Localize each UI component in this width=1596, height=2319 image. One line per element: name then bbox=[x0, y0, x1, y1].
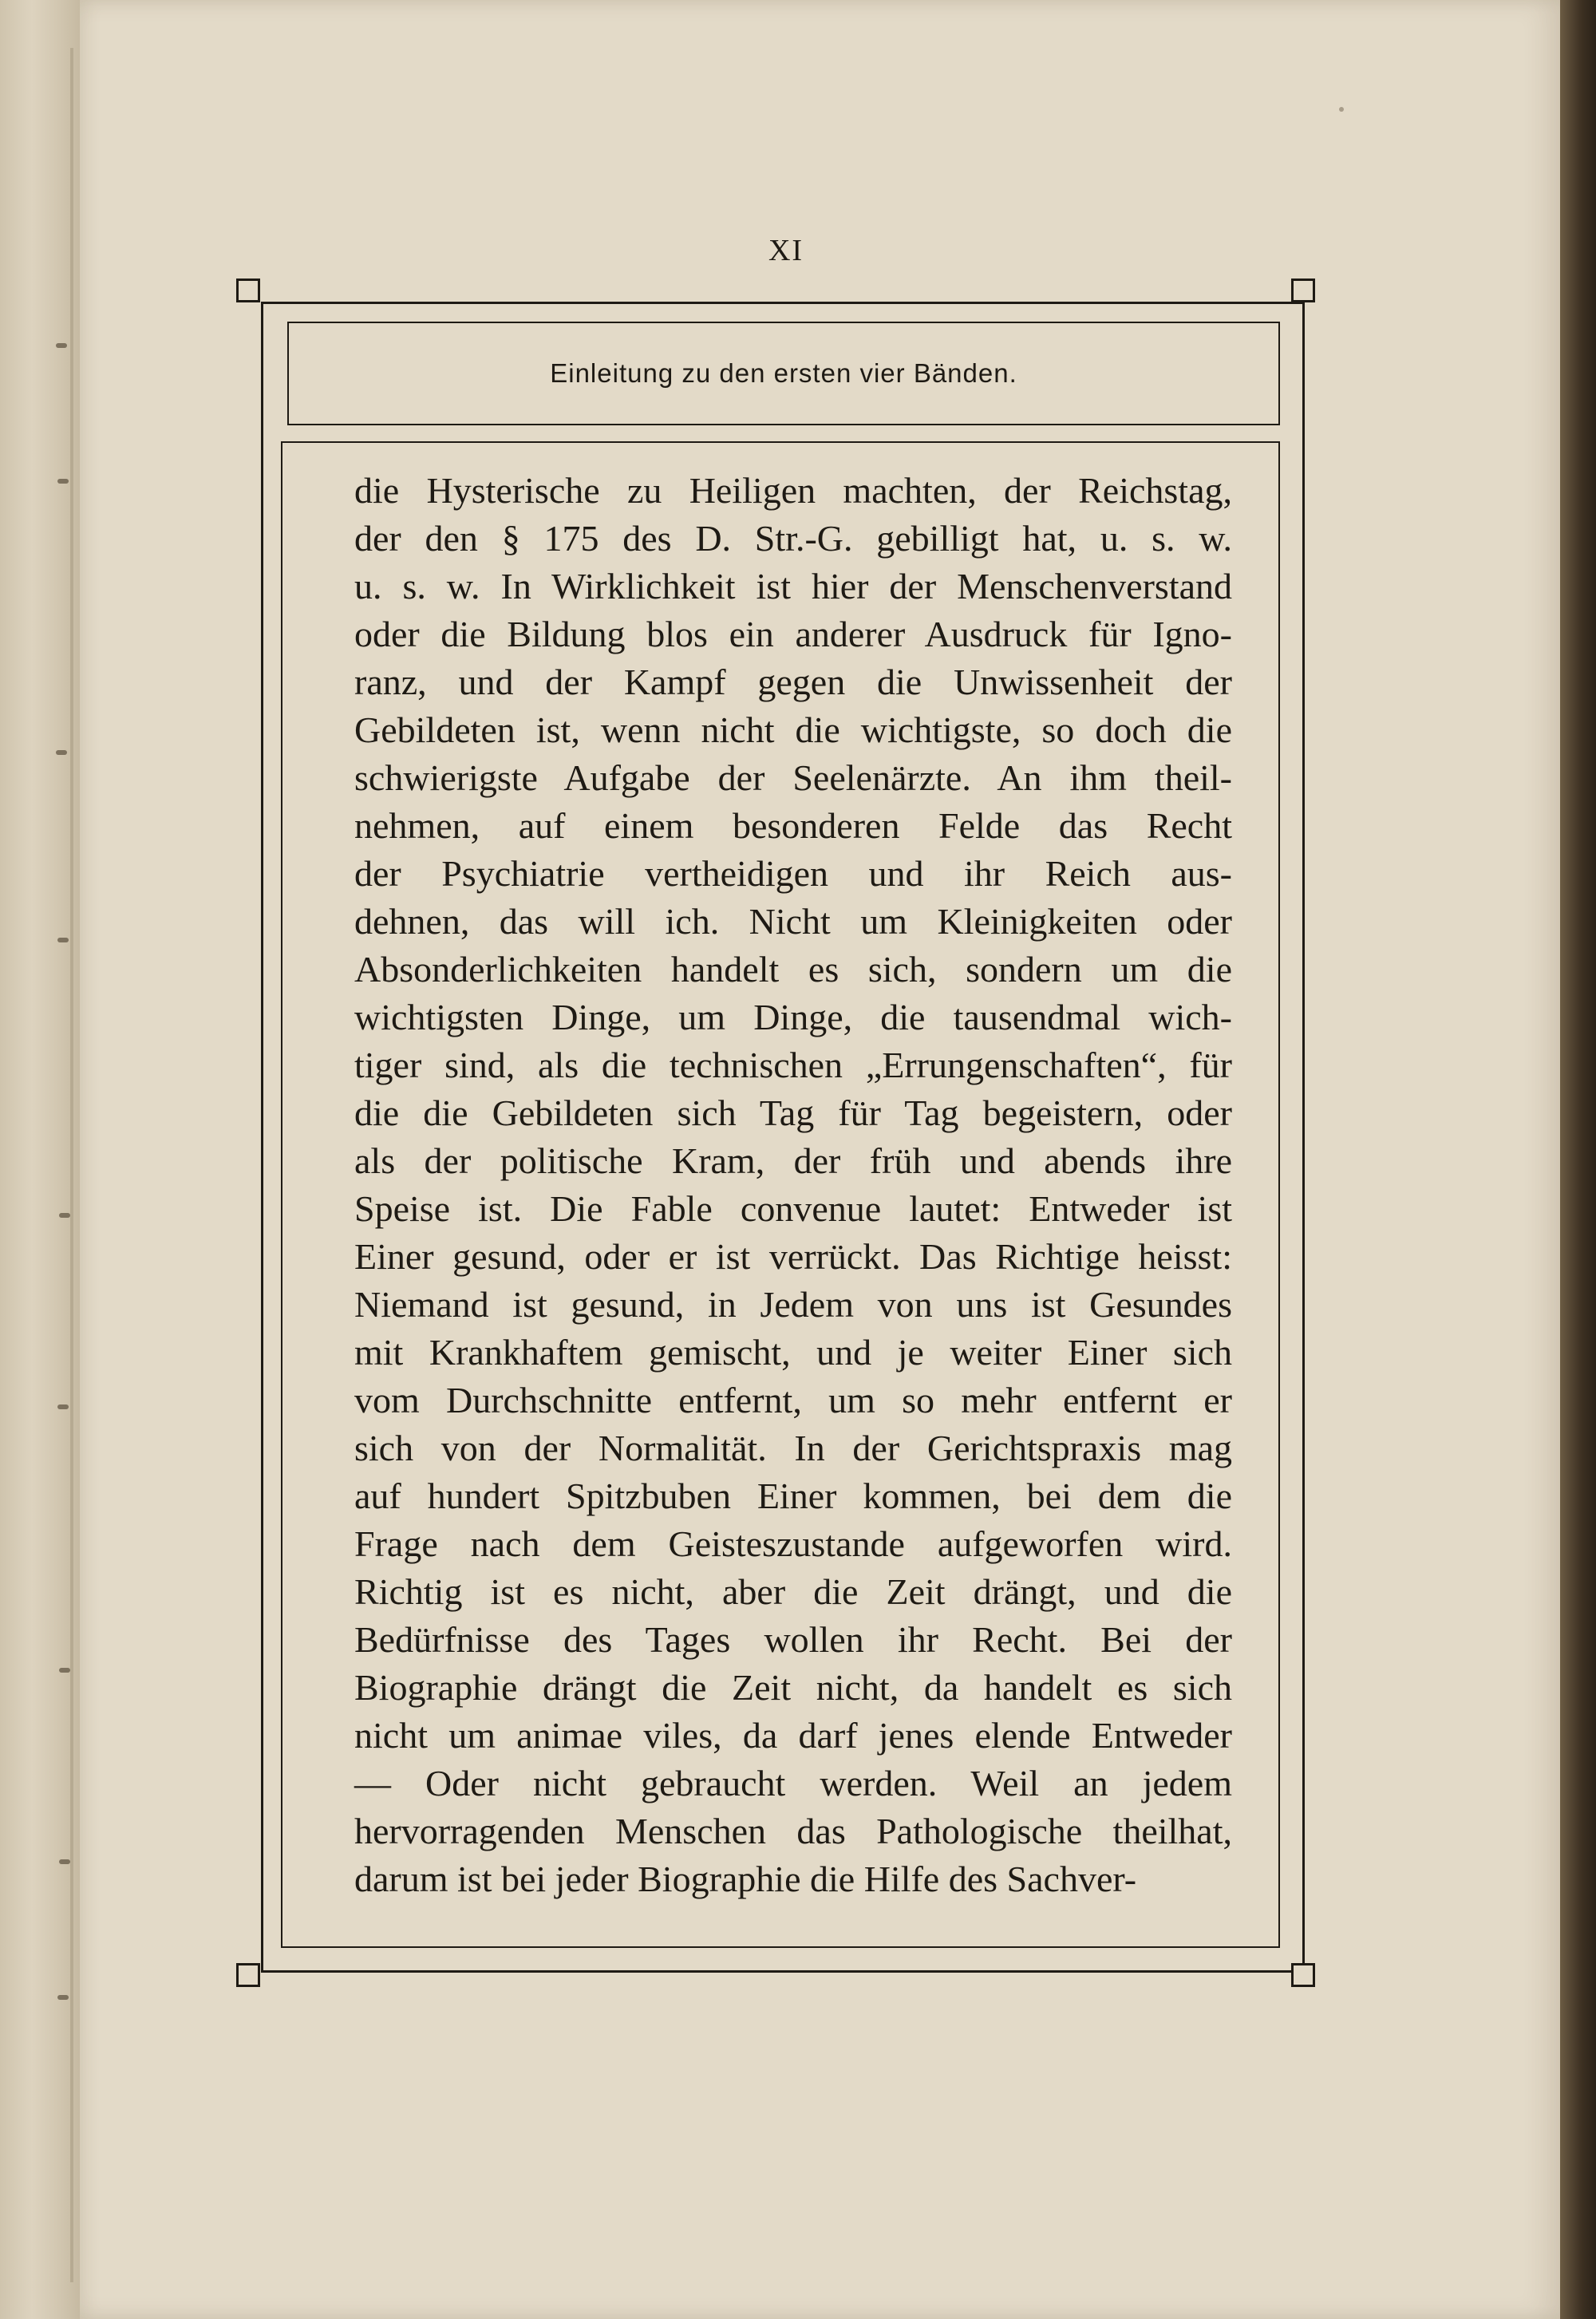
running-header: Einleitung zu den ersten vier Bänden. bbox=[550, 358, 1017, 388]
body-text bbox=[354, 467, 1232, 1903]
text-line: als der politische Kram, der früh und abends ihre bbox=[354, 1140, 1232, 1181]
text-line: die die Gebildeten sich Tag für Tag begeistern, oder bbox=[354, 1092, 1232, 1133]
page-number: XI bbox=[768, 234, 804, 267]
binding-stitch bbox=[57, 1995, 69, 2000]
text-line: Frage nach dem Geisteszustande aufgeworfen wird. bbox=[354, 1523, 1232, 1564]
frame-corner-ornament bbox=[1291, 1963, 1315, 1987]
frame-corner-ornament bbox=[236, 279, 260, 302]
text-line: Biographie drängt die Zeit nicht, da handelt es sich bbox=[354, 1667, 1232, 1708]
binding-stitch bbox=[56, 750, 67, 755]
binding-stitch bbox=[57, 479, 69, 484]
binding-stitch bbox=[56, 343, 67, 348]
binding-stitch bbox=[57, 938, 69, 942]
text-line: mit Krankhaftem gemischt, und je weiter Einer sich bbox=[354, 1332, 1232, 1373]
text-frame bbox=[281, 441, 1280, 1948]
text-line: schwierigste Aufgabe der Seelenärzte. An ihm theil- bbox=[354, 757, 1232, 798]
binding-stitch bbox=[59, 1213, 70, 1218]
text-line: sich von der Normalität. In der Gerichtspraxis mag bbox=[354, 1428, 1232, 1468]
running-header-box bbox=[287, 322, 1280, 425]
text-line: u. s. w. In Wirklichkeit ist hier der Menschenverstand bbox=[354, 566, 1232, 606]
text-line: der Psychiatrie vertheidigen und ihr Reich aus- bbox=[354, 853, 1232, 894]
text-line: nehmen, auf einem besonderen Felde das Recht bbox=[354, 805, 1232, 846]
binding-stitch bbox=[59, 1859, 70, 1864]
text-line: Richtig ist es nicht, aber die Zeit drängt, und die bbox=[354, 1571, 1232, 1612]
text-line: darum ist bei jeder Biographie die Hilfe des Sachver- bbox=[354, 1859, 1137, 1899]
text-line: Niemand ist gesund, in Jedem von uns ist Gesundes bbox=[354, 1284, 1232, 1325]
binding-fold bbox=[70, 48, 73, 2282]
frame-corner-ornament bbox=[236, 1963, 260, 1987]
text-line: der den § 175 des D. Str.-G. gebilligt hat, u. s. w. bbox=[354, 518, 1232, 559]
text-line: nicht um animae viles, da darf jenes elende Entweder bbox=[354, 1715, 1232, 1756]
text-line: vom Durchschnitte entfernt, um so mehr entfernt er bbox=[354, 1380, 1232, 1420]
text-line: Absonderlichkeiten handelt es sich, sondern um die bbox=[354, 949, 1232, 990]
text-line: Bedürfnisse des Tages wollen ihr Recht. Bei der bbox=[354, 1619, 1232, 1660]
text-line: wichtigsten Dinge, um Dinge, die tausendmal wich- bbox=[354, 997, 1232, 1037]
text-line: Speise ist. Die Fable convenue lautet: Entweder ist bbox=[354, 1188, 1232, 1229]
book-binding bbox=[0, 0, 80, 2319]
text-line: tiger sind, als die technischen „Errungenschaften“, für bbox=[354, 1045, 1232, 1085]
text-line: ranz, und der Kampf gegen die Unwissenheit der bbox=[354, 662, 1232, 702]
paper-spot bbox=[1339, 107, 1344, 112]
binding-stitch bbox=[57, 1404, 69, 1409]
text-line: die Hysterische zu Heiligen machten, der Reichstag, bbox=[354, 470, 1232, 511]
text-line: oder die Bildung blos ein anderer Ausdruck für Igno- bbox=[354, 614, 1232, 654]
text-line: dehnen, das will ich. Nicht um Kleinigkeiten oder bbox=[354, 901, 1232, 942]
text-line: — Oder nicht gebraucht werden. Weil an jedem bbox=[354, 1763, 1232, 1803]
binding-stitch bbox=[59, 1668, 70, 1673]
page-edge-shadow bbox=[1560, 0, 1596, 2319]
text-line: Einer gesund, oder er ist verrückt. Das Richtige heisst: bbox=[354, 1236, 1232, 1277]
text-line: auf hundert Spitzbuben Einer kommen, bei dem die bbox=[354, 1476, 1232, 1516]
text-line: Gebildeten ist, wenn nicht die wichtigste, so doch die bbox=[354, 709, 1232, 750]
frame-corner-ornament bbox=[1291, 279, 1315, 302]
text-line: hervorragenden Menschen das Pathologische theilhat, bbox=[354, 1811, 1232, 1851]
